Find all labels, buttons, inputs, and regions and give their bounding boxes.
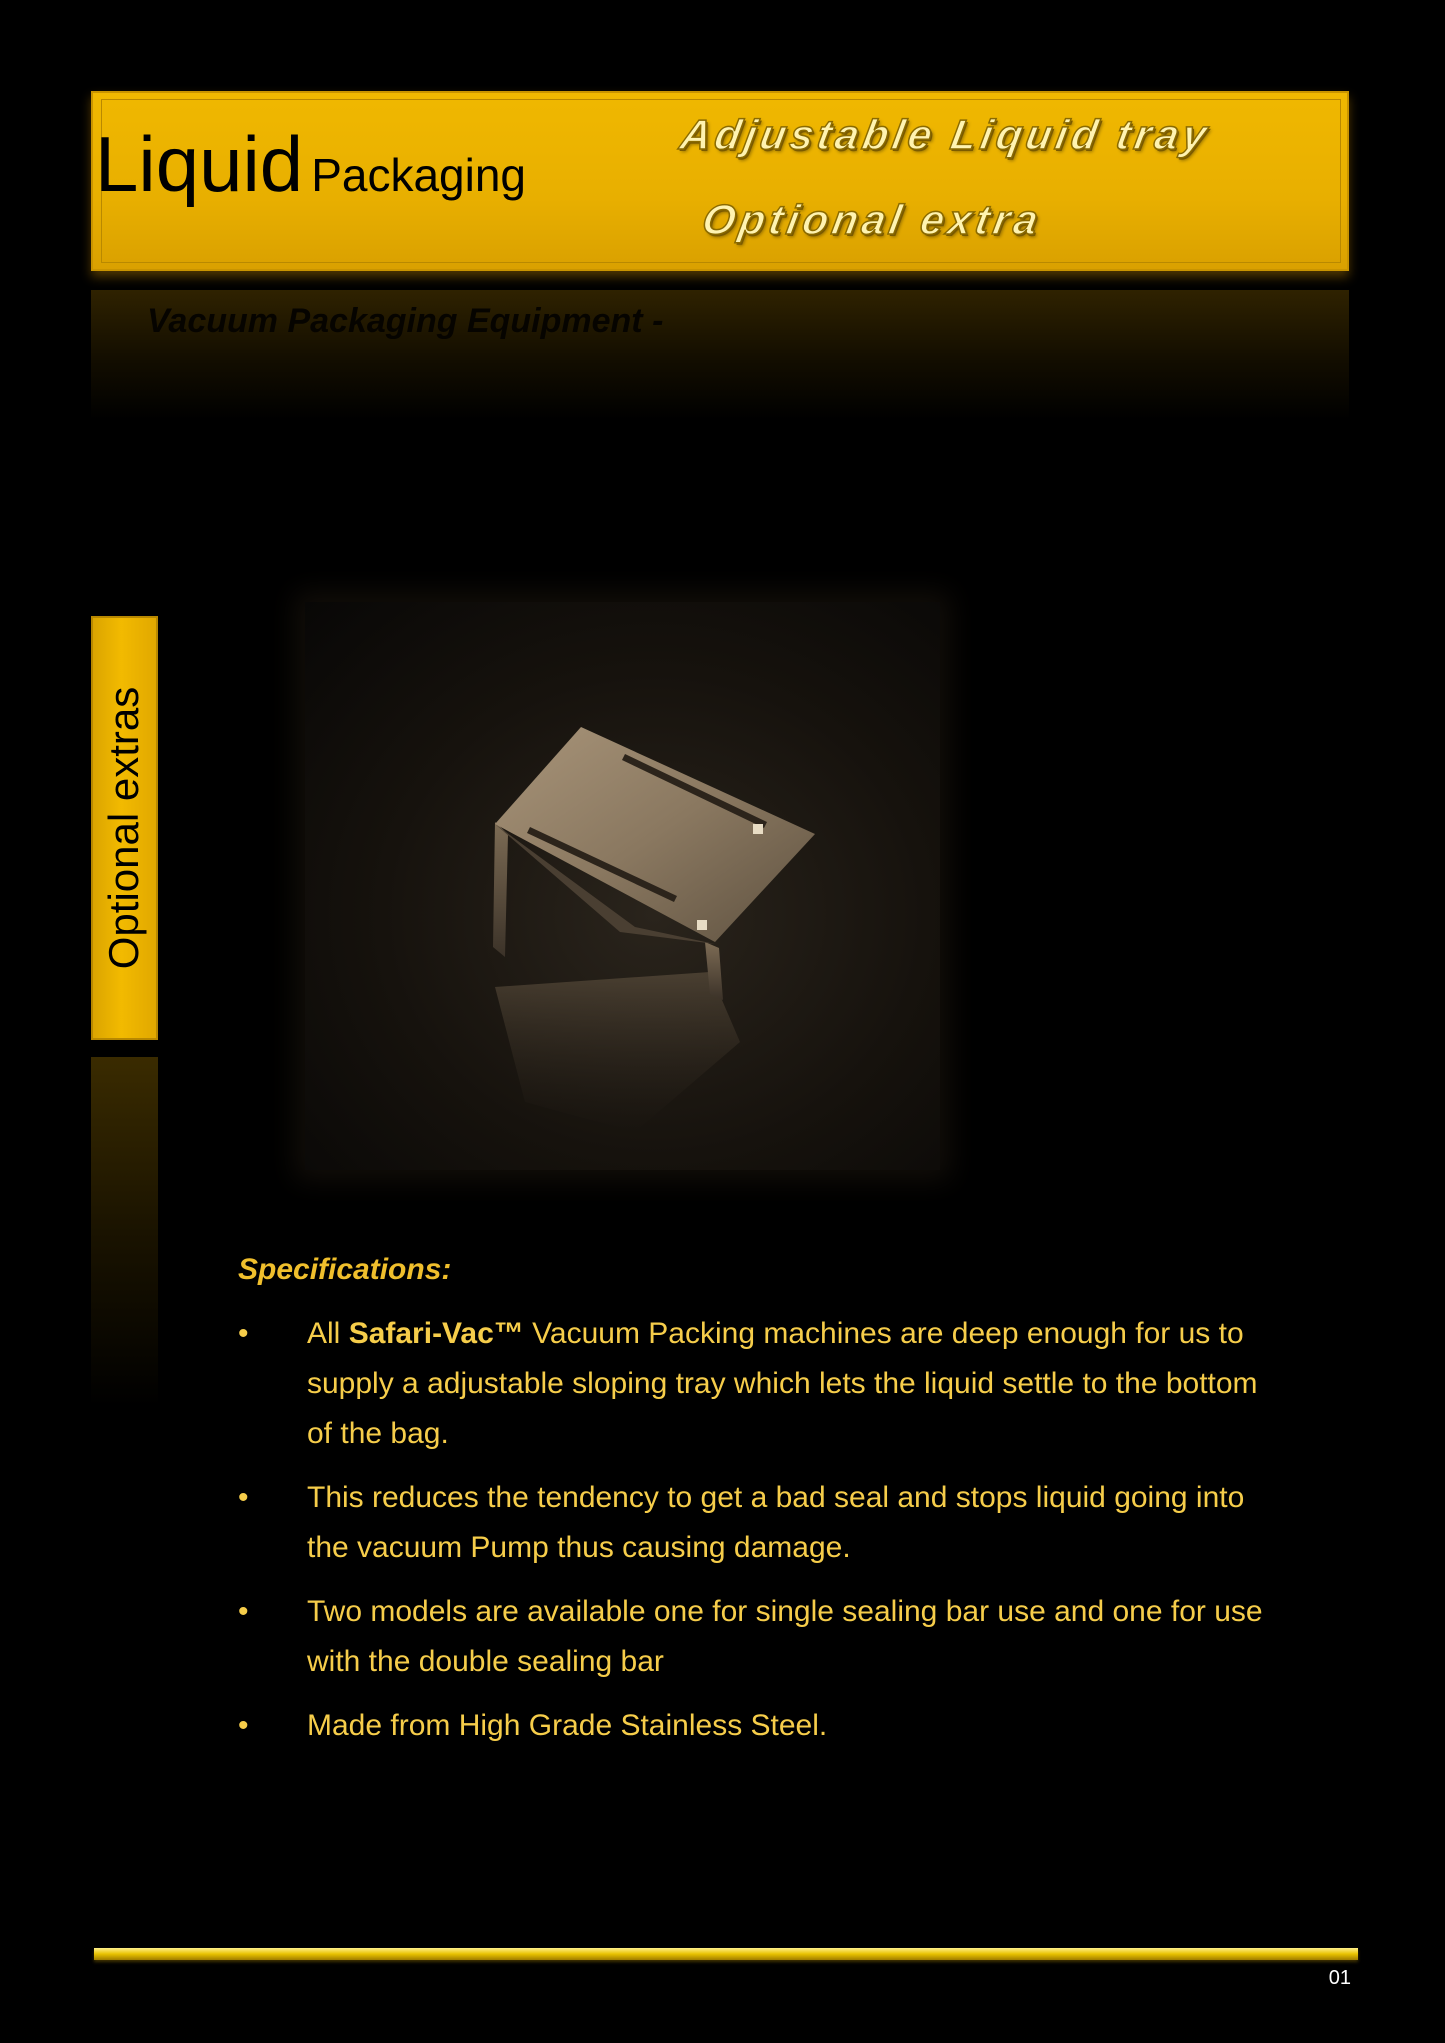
banner-product-name: Adjustable Liquid tray [676,111,1215,158]
list-item [238,1309,1288,1459]
side-tab-label: Optional extras [100,686,147,970]
liquid-tray-illustration [305,602,940,1170]
side-tab-optional-extras [91,616,158,1040]
bullet-icon: • [238,1595,249,1628]
list-item [238,1587,1288,1687]
tray-left-leg [493,822,508,957]
list-item [238,1473,1288,1573]
spec-item-text: Two models are available one for single sealing bar use and one for use with the double sealing bar [307,1595,1263,1678]
header-banner [91,91,1349,271]
specifications-section [238,1253,1288,1765]
list-item [238,1701,1288,1751]
page-number: 01 [1328,1967,1351,1989]
page-title-main: Liquid [95,120,304,208]
spec-item-text: Made from High Grade Stainless Steel. [307,1709,828,1742]
side-tab-reflection [91,1057,158,1407]
specifications-heading: Specifications: [238,1253,452,1286]
tray-highlight-2 [697,920,707,930]
footer-divider [94,1948,1358,1960]
brand-name: Safari-Vac™ [348,1317,524,1350]
bullet-icon: • [238,1481,249,1514]
tray-reflection [495,972,740,1132]
spec-item-prefix: All [307,1317,349,1350]
spec-item-text: Vacuum Packing machines are deep enough for us to supply a adjustable sloping tray which lets the liquid settle to the bottom of the bag. [307,1317,1258,1450]
banner-optional-extra: Optional extra [698,196,1046,243]
bullet-icon: • [238,1317,249,1350]
bullet-icon: • [238,1709,249,1742]
section-subtitle: Vacuum Packaging Equipment - [147,302,664,340]
page-title-secondary: Packaging [311,149,527,201]
tray-highlight-1 [753,824,763,834]
product-photo-liquid-tray [305,602,940,1170]
specifications-list [238,1309,1288,1751]
spec-item-text: This reduces the tendency to get a bad seal and stops liquid going into the vacuum Pump thus causing damage. [307,1481,1245,1564]
page-title [95,120,527,208]
